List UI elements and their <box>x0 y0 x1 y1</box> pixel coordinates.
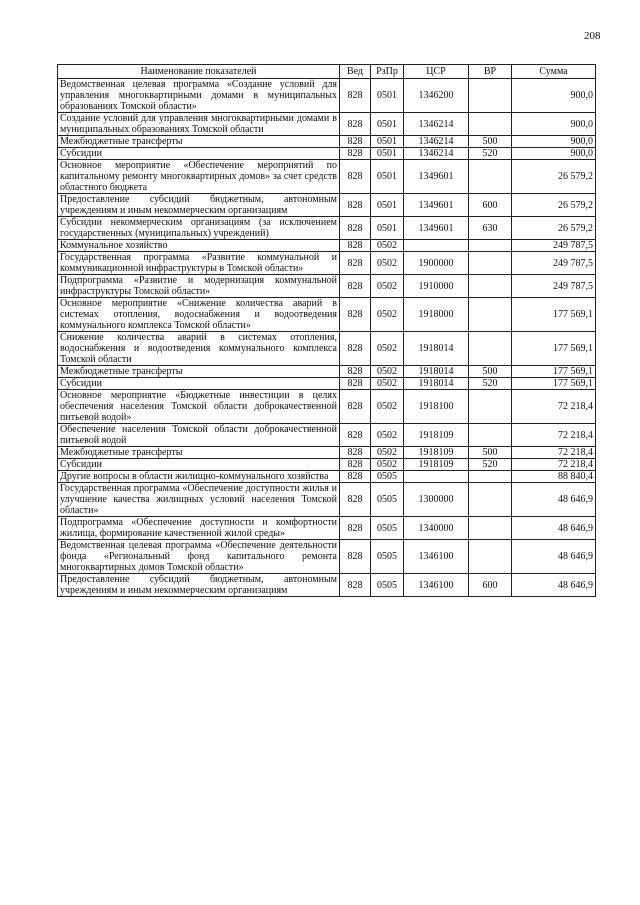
header-rzpr: РзПр <box>371 65 404 79</box>
cell-rzpr: 0505 <box>371 517 404 540</box>
cell-rzpr: 0502 <box>371 298 404 332</box>
cell-ved: 828 <box>340 471 371 483</box>
cell-ved: 828 <box>340 447 371 459</box>
cell-vr <box>469 113 512 136</box>
cell-ved: 828 <box>340 148 371 160</box>
cell-sum: 249 787,5 <box>512 275 596 298</box>
cell-name: Другие вопросы в области жилищно-коммунального хозяйства <box>58 471 340 483</box>
table-body <box>58 79 596 597</box>
table-row <box>58 298 596 332</box>
cell-name: Основное мероприятие «Бюджетные инвестиции в целях обеспечения населения Томской области доброкачественной питьевой водой» <box>58 390 340 424</box>
cell-sum: 177 569,1 <box>512 366 596 378</box>
table-row <box>58 252 596 275</box>
header-name: Наименование показателей <box>58 65 340 79</box>
cell-csr: 1918109 <box>404 424 469 447</box>
cell-ved: 828 <box>340 332 371 366</box>
table-row <box>58 148 596 160</box>
cell-rzpr: 0501 <box>371 217 404 240</box>
cell-vr <box>469 160 512 194</box>
cell-ved: 828 <box>340 366 371 378</box>
cell-sum: 900,0 <box>512 113 596 136</box>
cell-csr: 1900000 <box>404 252 469 275</box>
header-csr: ЦСР <box>404 65 469 79</box>
cell-vr <box>469 517 512 540</box>
cell-sum: 72 218,4 <box>512 424 596 447</box>
page-number: 208 <box>584 30 601 42</box>
cell-vr <box>469 424 512 447</box>
cell-sum: 26 579,2 <box>512 217 596 240</box>
table-row <box>58 459 596 471</box>
cell-name: Ведомственная целевая программа «Обеспечение деятельности фонда «Региональный фонд капитального ремонта многоквартирных домов Томской области» <box>58 540 340 574</box>
cell-rzpr: 0502 <box>371 252 404 275</box>
cell-csr: 1918000 <box>404 298 469 332</box>
cell-csr: 1346200 <box>404 79 469 113</box>
cell-rzpr: 0502 <box>371 459 404 471</box>
table-row <box>58 332 596 366</box>
cell-csr: 1346214 <box>404 136 469 148</box>
cell-name: Основное мероприятие «Обеспечение мероприятий по капитальному ремонту многоквартирных домов» за счет средств областного бюджета <box>58 160 340 194</box>
cell-vr <box>469 390 512 424</box>
table-row <box>58 483 596 517</box>
table-row <box>58 275 596 298</box>
cell-name: Субсидии <box>58 148 340 160</box>
cell-vr <box>469 240 512 252</box>
cell-ved: 828 <box>340 79 371 113</box>
table-row <box>58 471 596 483</box>
cell-ved: 828 <box>340 136 371 148</box>
cell-csr: 1918100 <box>404 390 469 424</box>
cell-sum: 48 646,9 <box>512 574 596 597</box>
cell-vr <box>469 298 512 332</box>
cell-ved: 828 <box>340 574 371 597</box>
cell-name: Обеспечение населения Томской области доброкачественной питьевой водой <box>58 424 340 447</box>
cell-sum: 26 579,2 <box>512 160 596 194</box>
cell-csr: 1340000 <box>404 517 469 540</box>
table-row <box>58 113 596 136</box>
cell-csr <box>404 240 469 252</box>
cell-vr: 600 <box>469 574 512 597</box>
header-ved: Вед <box>340 65 371 79</box>
cell-name: Основное мероприятие «Снижение количества аварий в системах отопления, водоснабжения и водоотведения коммунального комплекса Томской области» <box>58 298 340 332</box>
cell-csr: 1346100 <box>404 540 469 574</box>
cell-sum: 48 646,9 <box>512 517 596 540</box>
cell-sum: 26 579,2 <box>512 194 596 217</box>
cell-rzpr: 0502 <box>371 447 404 459</box>
table-row <box>58 217 596 240</box>
cell-csr: 1918014 <box>404 332 469 366</box>
cell-ved: 828 <box>340 240 371 252</box>
cell-rzpr: 0502 <box>371 378 404 390</box>
table-row <box>58 378 596 390</box>
header-sum: Сумма <box>512 65 596 79</box>
cell-vr: 520 <box>469 378 512 390</box>
cell-rzpr: 0501 <box>371 194 404 217</box>
cell-ved: 828 <box>340 517 371 540</box>
cell-sum: 48 646,9 <box>512 483 596 517</box>
cell-csr: 1349601 <box>404 217 469 240</box>
table-row <box>58 366 596 378</box>
cell-rzpr: 0501 <box>371 160 404 194</box>
table-row <box>58 194 596 217</box>
cell-vr <box>469 332 512 366</box>
cell-name: Субсидии <box>58 459 340 471</box>
cell-rzpr: 0501 <box>371 113 404 136</box>
cell-vr <box>469 252 512 275</box>
cell-ved: 828 <box>340 160 371 194</box>
cell-csr: 1346100 <box>404 574 469 597</box>
cell-csr: 1918109 <box>404 447 469 459</box>
cell-name: Субсидии некоммерческим организациям (за исключением государственных (муниципальных) учреждений) <box>58 217 340 240</box>
cell-ved: 828 <box>340 298 371 332</box>
cell-ved: 828 <box>340 275 371 298</box>
cell-csr: 1346214 <box>404 148 469 160</box>
cell-vr: 500 <box>469 136 512 148</box>
cell-rzpr: 0505 <box>371 483 404 517</box>
cell-name: Межбюджетные трансферты <box>58 447 340 459</box>
cell-ved: 828 <box>340 217 371 240</box>
cell-vr: 500 <box>469 366 512 378</box>
cell-vr: 600 <box>469 194 512 217</box>
cell-rzpr: 0502 <box>371 390 404 424</box>
table-row <box>58 160 596 194</box>
cell-rzpr: 0501 <box>371 148 404 160</box>
cell-sum: 72 218,4 <box>512 459 596 471</box>
table-header <box>58 65 596 79</box>
cell-name: Коммунальное хозяйство <box>58 240 340 252</box>
cell-vr: 500 <box>469 447 512 459</box>
table-row <box>58 540 596 574</box>
table-row <box>58 136 596 148</box>
cell-sum: 900,0 <box>512 136 596 148</box>
table-row <box>58 574 596 597</box>
cell-name: Создание условий для управления многоквартирными домами в муниципальных образованиях Томской области <box>58 113 340 136</box>
cell-ved: 828 <box>340 194 371 217</box>
cell-vr <box>469 540 512 574</box>
cell-sum: 88 840,4 <box>512 471 596 483</box>
cell-sum: 177 569,1 <box>512 332 596 366</box>
cell-name: Предоставление субсидий бюджетным, автономным учреждениям и иным некоммерческим организациям <box>58 194 340 217</box>
cell-vr: 630 <box>469 217 512 240</box>
cell-name: Субсидии <box>58 378 340 390</box>
cell-rzpr: 0501 <box>371 79 404 113</box>
cell-vr <box>469 483 512 517</box>
cell-name: Предоставление субсидий бюджетным, автономным учреждениям и иным некоммерческим организациям <box>58 574 340 597</box>
cell-csr: 1918014 <box>404 378 469 390</box>
cell-csr: 1910000 <box>404 275 469 298</box>
table-row <box>58 424 596 447</box>
cell-csr: 1349601 <box>404 194 469 217</box>
cell-name: Снижение количества аварий в системах отопления, водоснабжения и водоотведения коммунального комплекса Томской области <box>58 332 340 366</box>
cell-csr: 1918014 <box>404 366 469 378</box>
cell-rzpr: 0502 <box>371 366 404 378</box>
cell-ved: 828 <box>340 252 371 275</box>
cell-ved: 828 <box>340 424 371 447</box>
cell-vr: 520 <box>469 148 512 160</box>
cell-name: Межбюджетные трансферты <box>58 366 340 378</box>
cell-name: Подпрограмма «Развитие и модернизация коммунальной инфраструктуры Томской области» <box>58 275 340 298</box>
cell-vr <box>469 275 512 298</box>
cell-name: Государственная программа «Развитие коммунальной и коммуникационной инфраструктуры в Томской области» <box>58 252 340 275</box>
cell-vr <box>469 79 512 113</box>
cell-rzpr: 0502 <box>371 275 404 298</box>
cell-csr: 1349601 <box>404 160 469 194</box>
cell-vr: 520 <box>469 459 512 471</box>
cell-ved: 828 <box>340 483 371 517</box>
header-vr: ВР <box>469 65 512 79</box>
cell-sum: 72 218,4 <box>512 447 596 459</box>
cell-rzpr: 0505 <box>371 471 404 483</box>
cell-csr: 1346214 <box>404 113 469 136</box>
header-row <box>58 65 596 79</box>
cell-sum: 900,0 <box>512 79 596 113</box>
cell-rzpr: 0505 <box>371 540 404 574</box>
cell-rzpr: 0501 <box>371 136 404 148</box>
cell-sum: 48 646,9 <box>512 540 596 574</box>
cell-ved: 828 <box>340 390 371 424</box>
cell-sum: 900,0 <box>512 148 596 160</box>
cell-sum: 249 787,5 <box>512 252 596 275</box>
cell-rzpr: 0505 <box>371 574 404 597</box>
cell-sum: 177 569,1 <box>512 378 596 390</box>
table-row <box>58 390 596 424</box>
cell-rzpr: 0502 <box>371 332 404 366</box>
cell-ved: 828 <box>340 378 371 390</box>
cell-rzpr: 0502 <box>371 424 404 447</box>
cell-name: Подпрограмма «Обеспечение доступности и комфортности жилища, формирование качественной жилой среды» <box>58 517 340 540</box>
budget-table <box>57 64 596 597</box>
table-row <box>58 79 596 113</box>
cell-sum: 177 569,1 <box>512 298 596 332</box>
cell-name: Государственная программа «Обеспечение доступности жилья и улучшение качества жилищных условий населения Томской области» <box>58 483 340 517</box>
cell-rzpr: 0502 <box>371 240 404 252</box>
cell-ved: 828 <box>340 113 371 136</box>
table-row <box>58 447 596 459</box>
cell-csr <box>404 471 469 483</box>
cell-csr: 1300000 <box>404 483 469 517</box>
cell-sum: 72 218,4 <box>512 390 596 424</box>
cell-vr <box>469 471 512 483</box>
cell-csr: 1918109 <box>404 459 469 471</box>
cell-name: Ведомственная целевая программа «Создание условий для управления многоквартирными домами в муниципальных образованиях Томской области» <box>58 79 340 113</box>
table-row <box>58 240 596 252</box>
table-row <box>58 517 596 540</box>
cell-ved: 828 <box>340 540 371 574</box>
cell-name: Межбюджетные трансферты <box>58 136 340 148</box>
cell-sum: 249 787,5 <box>512 240 596 252</box>
cell-ved: 828 <box>340 459 371 471</box>
